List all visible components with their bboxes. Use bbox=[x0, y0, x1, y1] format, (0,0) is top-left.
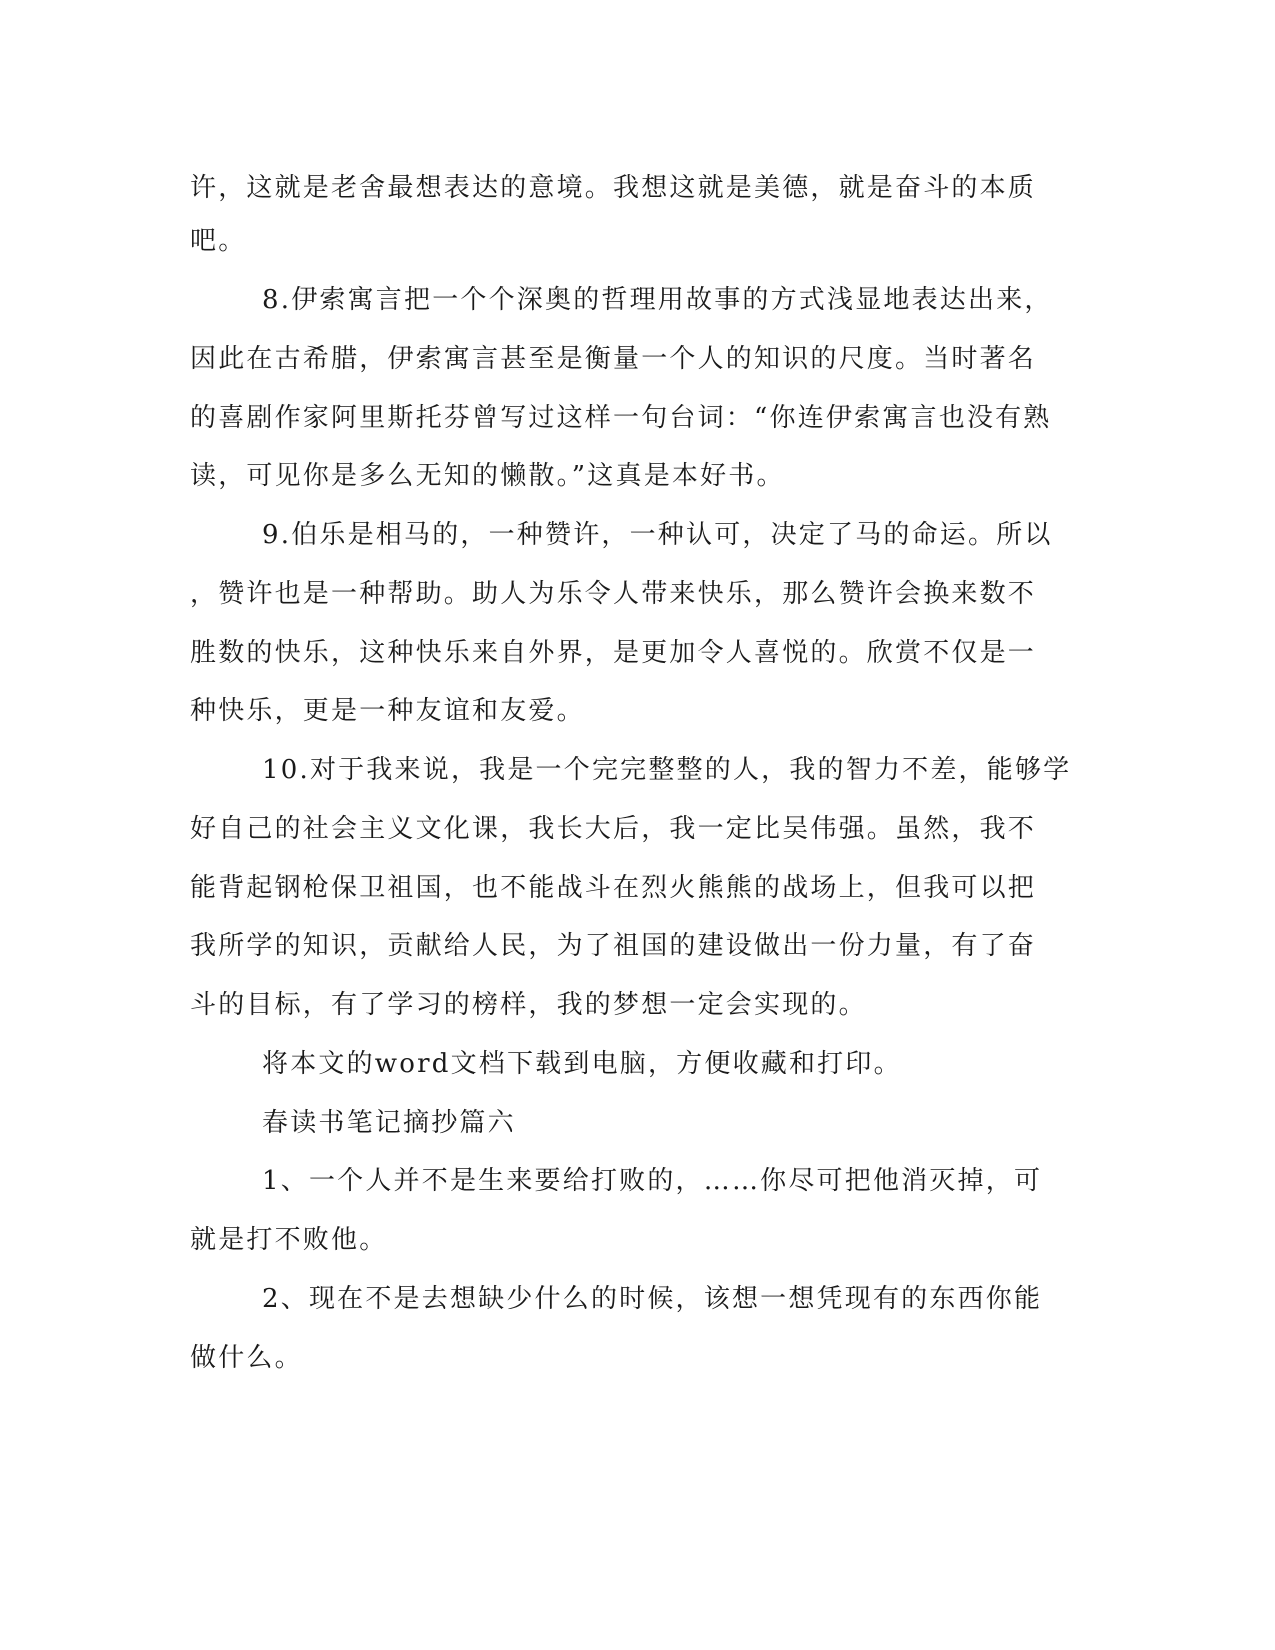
download-note: 将本文的word文档下载到电脑，方便收藏和打印。 bbox=[262, 1049, 902, 1079]
text-line: ，赞许也是一种帮助。助人为乐令人带来快乐，那么赞许会换来数不 bbox=[190, 579, 1037, 609]
quote-2-start: 2、现在不是去想缺少什么的时候，该想一想凭现有的东西你能 bbox=[262, 1284, 1043, 1314]
text-line: 我所学的知识，贡献给人民，为了祖国的建设做出一份力量，有了奋 bbox=[190, 931, 1037, 961]
quote-1-start: 1、一个人并不是生来要给打败的，……你尽可把他消灭掉，可 bbox=[262, 1166, 1043, 1196]
text-line: 读，可见你是多么无知的懒散。”这真是本好书。 bbox=[190, 461, 785, 491]
text-line: 因此在古希腊，伊索寓言甚至是衡量一个人的知识的尺度。当时著名 bbox=[190, 344, 1037, 374]
paragraph-9-start: 9.伯乐是相马的，一种赞许，一种认可，决定了马的命运。所以 bbox=[262, 520, 1053, 550]
paragraph-8-start: 8.伊索寓言把一个个深奥的哲理用故事的方式浅显地表达出来， bbox=[262, 285, 1053, 315]
text-line: 许，这就是老舍最想表达的意境。我想这就是美德，就是奋斗的本质 bbox=[190, 173, 1037, 203]
text-line: 的喜剧作家阿里斯托芬曾写过这样一句台词：“你连伊索寓言也没有熟 bbox=[190, 403, 1052, 433]
text-line: 能背起钢枪保卫祖国，也不能战斗在烈火熊熊的战场上，但我可以把 bbox=[190, 873, 1037, 903]
text-line: 吧。 bbox=[190, 226, 247, 256]
text-line: 做什么。 bbox=[190, 1343, 303, 1373]
text-line: 胜数的快乐，这种快乐来自外界，是更加令人喜悦的。欣赏不仅是一 bbox=[190, 638, 1037, 668]
text-line: 好自己的社会主义文化课，我长大后，我一定比吴伟强。虽然，我不 bbox=[190, 814, 1037, 844]
text-line: 种快乐，更是一种友谊和友爱。 bbox=[190, 696, 585, 726]
section-title: 春读书笔记摘抄篇六 bbox=[262, 1108, 516, 1138]
paragraph-10-start: 10.对于我来说，我是一个完完整整的人，我的智力不差，能够学 bbox=[262, 755, 1072, 785]
text-line: 就是打不败他。 bbox=[190, 1225, 388, 1255]
text-line: 斗的目标，有了学习的榜样，我的梦想一定会实现的。 bbox=[190, 990, 867, 1020]
